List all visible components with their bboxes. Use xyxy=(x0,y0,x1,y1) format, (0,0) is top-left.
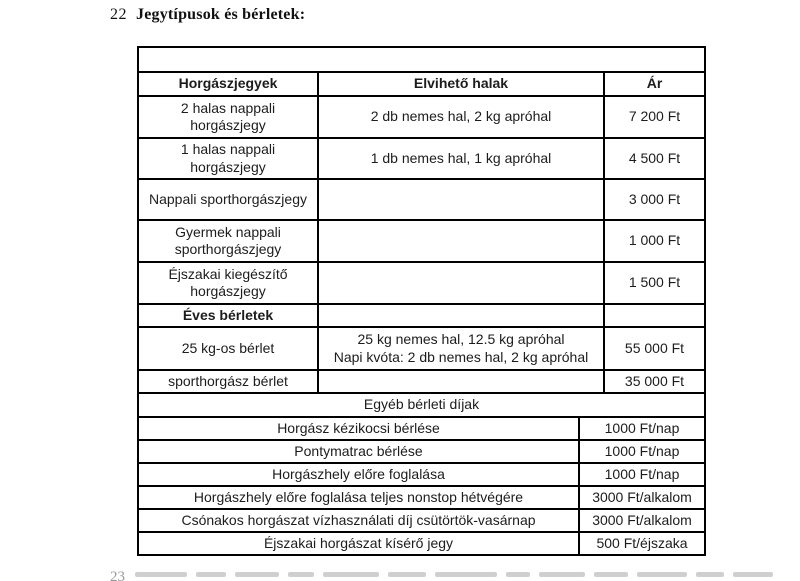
page-title: Jegytípusok és bérletek: xyxy=(136,6,306,23)
table-row xyxy=(138,440,705,463)
pass-name-cell xyxy=(138,327,318,370)
text-smudge xyxy=(594,572,628,577)
price-cell xyxy=(604,179,705,220)
cell-line: Horgászhely előre foglalása xyxy=(272,465,445,482)
price-cell xyxy=(604,138,705,179)
cell-line: 1 db nemes hal, 1 kg apróhal xyxy=(370,149,552,166)
fee-price-cell xyxy=(579,532,705,555)
cell-line: Napi kvóta: 2 db nemes hal, 2 kg apróhal xyxy=(333,348,589,365)
fee-name-cell xyxy=(138,509,579,532)
price-cell xyxy=(604,262,705,304)
table-row xyxy=(138,486,705,509)
ticket-name-cell xyxy=(138,179,318,220)
text-smudge xyxy=(506,572,530,577)
cell-line: 7 200 Ft xyxy=(628,108,681,125)
cell-line: 2 db nemes hal, 2 kg apróhal xyxy=(370,108,552,125)
other-fees-header-cell xyxy=(138,393,705,417)
pricing-table xyxy=(137,46,706,556)
ticket-name-cell xyxy=(138,220,318,262)
cell-line: Egyéb bérleti díjak xyxy=(363,396,480,413)
table-row xyxy=(138,509,705,532)
fee-price-cell xyxy=(579,486,705,509)
table-row xyxy=(138,417,705,440)
unreadable-clipped-text xyxy=(135,569,782,581)
fish-cell xyxy=(318,304,604,327)
ticket-name-cell xyxy=(138,96,318,138)
clipped-next-line xyxy=(110,569,795,581)
cell-line: 35 000 Ft xyxy=(624,372,685,389)
table-row xyxy=(138,220,705,262)
header-ticket-type xyxy=(138,72,318,96)
cell-line: 25 kg nemes hal, 12.5 kg apróhal xyxy=(357,331,565,347)
table-row xyxy=(138,463,705,486)
fish-cell xyxy=(318,138,604,179)
fish-cell xyxy=(318,179,604,220)
cell-line: Elvihető halak xyxy=(413,75,509,92)
text-smudge xyxy=(733,572,773,577)
table-row xyxy=(138,304,705,327)
price-cell xyxy=(604,220,705,262)
cell-line: 3000 Ft/alkalom xyxy=(592,511,692,528)
cell-line: Csónakos horgászat vízhasználati díj csütörtök-vasárnap xyxy=(181,511,536,528)
price-cell xyxy=(604,327,705,370)
fish-cell xyxy=(318,370,604,393)
fee-name-cell xyxy=(138,532,579,555)
section-number: 22 xyxy=(110,6,127,23)
text-smudge xyxy=(539,572,585,577)
text-smudge xyxy=(696,572,724,577)
cell-line: Éjszakai horgászat kísérő jegy xyxy=(263,534,454,551)
table-row xyxy=(138,138,705,179)
ticket-name-cell xyxy=(138,262,318,304)
cell-line: 1000 Ft/nap xyxy=(604,419,680,436)
fee-price-cell xyxy=(579,463,705,486)
header-allowed-fish xyxy=(318,72,604,96)
cell-line: 55 000 Ft xyxy=(624,339,685,356)
fee-price-cell xyxy=(579,440,705,463)
cell-line: Horgászhely előre foglalása teljes nonstop hétvégére xyxy=(193,488,524,505)
pass-name-cell xyxy=(138,370,318,393)
cell-line: sporthorgász bérlet xyxy=(168,372,288,389)
table-row xyxy=(138,370,705,393)
cell-line: Horgász kézikocsi bérlése xyxy=(277,419,440,436)
cell-line: Horgászjegyek xyxy=(178,75,278,92)
cell-line: 1 500 Ft xyxy=(628,274,681,291)
ticket-name-cell xyxy=(138,138,318,179)
cell-line: 3 000 Ft xyxy=(628,190,681,207)
text-smudge xyxy=(388,572,426,577)
cell-line: Éves bérletek xyxy=(182,306,274,323)
next-section-number: 23 xyxy=(110,569,125,581)
cell-line: 1000 Ft/nap xyxy=(604,465,680,482)
fish-cell xyxy=(318,96,604,138)
price-cell xyxy=(604,304,705,327)
fee-price-cell xyxy=(579,417,705,440)
fish-cell xyxy=(318,327,604,370)
text-smudge xyxy=(135,572,187,577)
fee-name-cell xyxy=(138,486,579,509)
cell-line: Pontymatrac bérlése xyxy=(294,442,423,459)
spacer-cell xyxy=(138,47,705,72)
fish-cell xyxy=(318,262,604,304)
text-smudge xyxy=(288,572,314,577)
cell-line: 1 halas nappali horgászjegy xyxy=(180,141,276,175)
table-row xyxy=(138,327,705,370)
table-row xyxy=(138,262,705,304)
fee-name-cell xyxy=(138,440,579,463)
text-smudge xyxy=(235,572,279,577)
cell-line: Nappali sporthorgászjegy xyxy=(149,190,307,207)
fee-name-cell xyxy=(138,463,579,486)
cell-line: 25 kg-os bérlet xyxy=(181,339,275,356)
table-row xyxy=(138,72,705,96)
cell-line: 4 500 Ft xyxy=(628,149,681,166)
cell-line: 1000 Ft/nap xyxy=(604,442,680,459)
section-heading xyxy=(110,6,305,24)
table-row xyxy=(138,179,705,220)
text-smudge xyxy=(435,572,497,577)
cell-line: 1 000 Ft xyxy=(628,232,681,249)
cell-line: Ár xyxy=(646,75,663,92)
fish-cell xyxy=(318,220,604,262)
cell-line: 3000 Ft/alkalom xyxy=(592,488,692,505)
table-row xyxy=(138,47,705,72)
table-row xyxy=(138,96,705,138)
price-cell xyxy=(604,370,705,393)
season-header-cell xyxy=(138,304,318,327)
header-price xyxy=(604,72,705,96)
price-cell xyxy=(604,96,705,138)
cell-line: Gyermek nappali sporthorgászjegy xyxy=(174,223,282,257)
fee-name-cell xyxy=(138,417,579,440)
fee-price-cell xyxy=(579,509,705,532)
cell-line: 500 Ft/éjszaka xyxy=(596,534,688,551)
cell-line: Éjszakai kiegészítő horgászjegy xyxy=(168,265,288,299)
table-row xyxy=(138,532,705,555)
text-smudge xyxy=(196,572,226,577)
text-smudge xyxy=(637,572,687,577)
table-row xyxy=(138,393,705,417)
cell-line: 2 halas nappali horgászjegy xyxy=(180,99,276,133)
text-smudge xyxy=(323,572,379,577)
